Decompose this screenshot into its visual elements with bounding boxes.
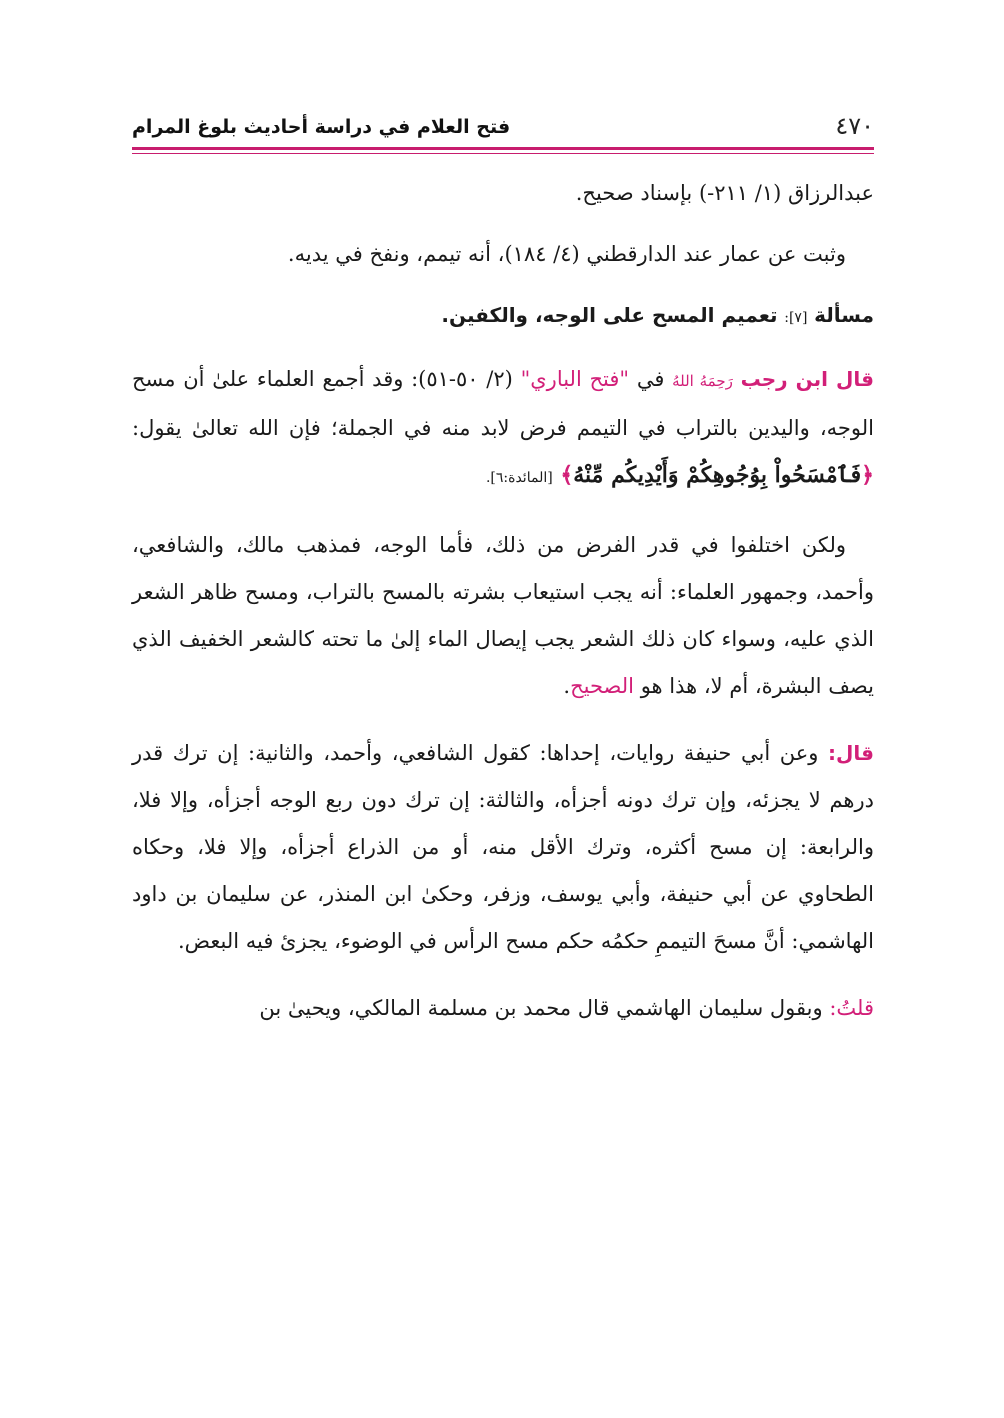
- paragraph-report: [132, 231, 874, 278]
- book-reference: "فتح الباري": [520, 367, 630, 391]
- header-rule-thick: [132, 147, 874, 150]
- paragraph-text: (٢/ ٥٠-٥١): وقد أجمع العلماء علىٰ أن مسح الوجه، واليدين بالتراب في التيمم فرض لابد منه في الجملة؛ فإن الله تعالىٰ يقول:: [132, 367, 874, 440]
- running-header: [132, 108, 874, 146]
- paragraph-abu-hanifa: [132, 730, 874, 965]
- paragraph-text: وبقول سليمان الهاشمي قال محمد بن مسلمة المالكي، ويحيىٰ بن: [259, 996, 823, 1020]
- paragraph-text: ولكن اختلفوا في قدر الفرض من ذلك، فأما الوجه، فمذهب مالك، والشافعي، وأحمد، وجمهور العلماء: أنه يجب استيعاب بشرته بالمسح بالتراب، ومسح ظاهر الشعر الذي عليه، وسواء كان ذلك الشعر يجب إيصال الماء إلىٰ ما تحته كالشعر الخفيف الذي يصف البشرة، أم لا، هذا هو: [132, 533, 874, 698]
- paragraph-text: وثبت عن عمار عند الدارقطني (٤/ ١٨٤)، أنه تيمم، ونفخ في يديه.: [287, 242, 846, 266]
- paragraph-text: وعن أبي حنيفة روايات، إحداها: كقول الشافعي، وأحمد، والثانية: إن ترك قدر درهم لا يجزئه، وإن ترك دونه أجزأه، والثالثة: إن ترك دون ربع الوجه أجزأه، وإلا فلا، والرابعة: إن مسح أكثره، وترك الأقل منه، أو من الذراع أجزأه، وإلا فلا، وحكاه الطحاوي عن أبي حنيفة، وأبي يوسف، وزفر، وحكىٰ ابن المنذر، عن سليمان بن داود الهاشمي: أنَّ مسحَ التيممِ حكمُه حكم مسح الرأس في الوضوء، يجزئ فيه البعض.: [132, 741, 874, 953]
- paragraph-citation: [132, 170, 874, 217]
- book-title: فتح العلام في دراسة أحاديث بلوغ المرام: [132, 116, 511, 138]
- quran-close-bracket: ﴾: [560, 462, 574, 488]
- speaker-label: قال:: [828, 741, 874, 765]
- page-number: ٤٧٠: [835, 112, 874, 140]
- issue-label: مسألة: [814, 303, 874, 327]
- verse-reference: [المائدة:٦].: [485, 470, 553, 486]
- paragraph-disagreement: [132, 522, 874, 710]
- honorific: رَحِمَهُ اللهُ: [672, 372, 733, 390]
- paragraph-ibn-rajab: [132, 356, 874, 502]
- speaker-label: قال ابن رجب: [740, 367, 874, 391]
- quran-verse: فَٱمْسَحُواْ بِوُجُوهِكُمْ وَأَيْدِيكُم مِّنْهُ: [573, 462, 862, 488]
- quran-open-bracket: ﴿: [861, 462, 874, 488]
- highlight-word: الصحيح: [570, 674, 635, 698]
- issue-heading: [132, 292, 874, 342]
- issue-number: [٧]:: [784, 310, 808, 326]
- in-word: في: [636, 367, 665, 391]
- paragraph-author-note: [132, 985, 874, 1032]
- paragraph-end: .: [563, 674, 571, 698]
- header-rule-thin: [132, 153, 874, 154]
- speaker-label: قلتُ:: [829, 996, 874, 1020]
- paragraph-text: عبدالرزاق (١/ ٢١١-) بإسناد صحيح.: [575, 181, 874, 205]
- issue-title: تعميم المسح على الوجه، والكفين.: [441, 303, 778, 327]
- page-body: [132, 170, 874, 1032]
